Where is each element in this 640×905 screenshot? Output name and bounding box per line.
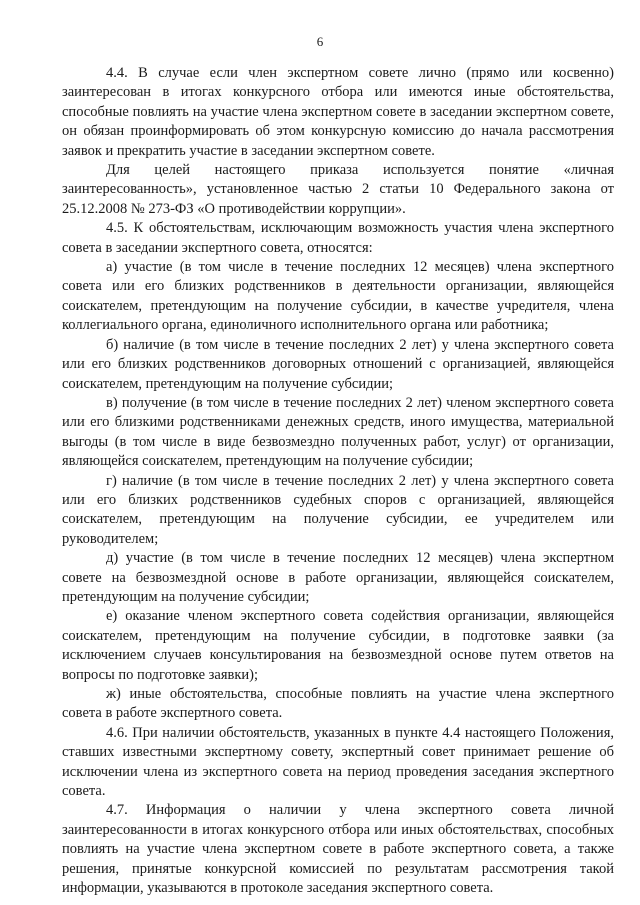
list-item-v: в) получение (в том числе в течение последних 2 лет) членом экспертного совета или его близкими родственниками денежных средств, иного имущества, материальной выгоды (в том числе в виде безвозмездно полученных работ, услуг) от организации, являющейся соискателем, претендующим на получение субсидии; xyxy=(62,394,614,470)
list-item-a: а) участие (в том числе в течение последних 12 месяцев) члена экспертного совета или его близких родственников в деятельности организации, являющейся соискателем, претендующим на получение субсидии, в качестве учредителя, члена коллегиального органа, единоличного исполнительного органа или работника; xyxy=(62,259,614,334)
document-body xyxy=(62,64,614,898)
list-item-d: д) участие (в том числе в течение последних 12 месяцев) члена экспертном совете на безвозмездной основе в работе организации, являющейся соискателем, претендующим на получение субсидии; xyxy=(62,550,614,605)
list-item-zh: ж) иные обстоятельства, способные повлиять на участие члена экспертного совета в работе экспертного совета. xyxy=(62,686,614,722)
page-number: 6 xyxy=(316,34,324,49)
paragraph-4-5: 4.5. К обстоятельствам, исключающим возможность участия члена экспертного совета в заседании экспертного совета, относятся: xyxy=(62,220,614,256)
paragraph-personal-interest-definition: Для целей настоящего приказа используется понятие «личная заинтересованность», установленное частью 2 статьи 10 Федерального закона от 25.12.2008 № 273-ФЗ «О противодействии коррупции». xyxy=(62,162,614,217)
list-item-b: б) наличие (в том числе в течение последних 2 лет) у члена экспертного совета или его близких родственников договорных отношений с организацией, являющейся соискателем, претендующим на получение субсидии; xyxy=(62,336,614,392)
paragraph-4-4: 4.4. В случае если член экспертном совете лично (прямо или косвенно) заинтересован в итогах конкурсного отбора или имеются иные обстоятельства, способные повлиять на участие члена экспертном совете в заседании экспертном совете, он обязан проинформировать об этом конкурсную комиссию до начала рассмотрения заявок и прекратить участие в заседании экспертном совете. xyxy=(62,65,614,159)
list-item-g: г) наличие (в том числе в течение последних 2 лет) у члена экспертного совета или его близких родственников судебных споров с организацией, являющейся соискателем, претендующим на получение субсидии, ее учредителем или руководителем; xyxy=(62,472,614,547)
paragraph-4-7: 4.7. Информация о наличии у члена экспертного совета личной заинтересованности в итогах конкурсного отбора или иных обстоятельствах, способных повлиять на участие члена экспертном совете в работе экспертного совета, а также решения, принятые конкурсной комиссией по результатам рассмотрения такой информации, указываются в протоколе заседания экспертного совета. xyxy=(62,802,614,897)
paragraph-4-6: 4.6. При наличии обстоятельств, указанных в пункте 4.4 настоящего Положения, ставших известными экспертному совету, экспертный совет принимает решение об исключении члена из экспертного совета на период проведения заседания экспертного совета. xyxy=(62,724,614,800)
list-item-e: е) оказание членом экспертного совета содействия организации, являющейся соискателем, претендующим на получение субсидии, в подготовке заявки (за исключением случаев консультирования на безвозмездной основе путем ответов на вопросы по подготовке заявки); xyxy=(62,608,614,683)
